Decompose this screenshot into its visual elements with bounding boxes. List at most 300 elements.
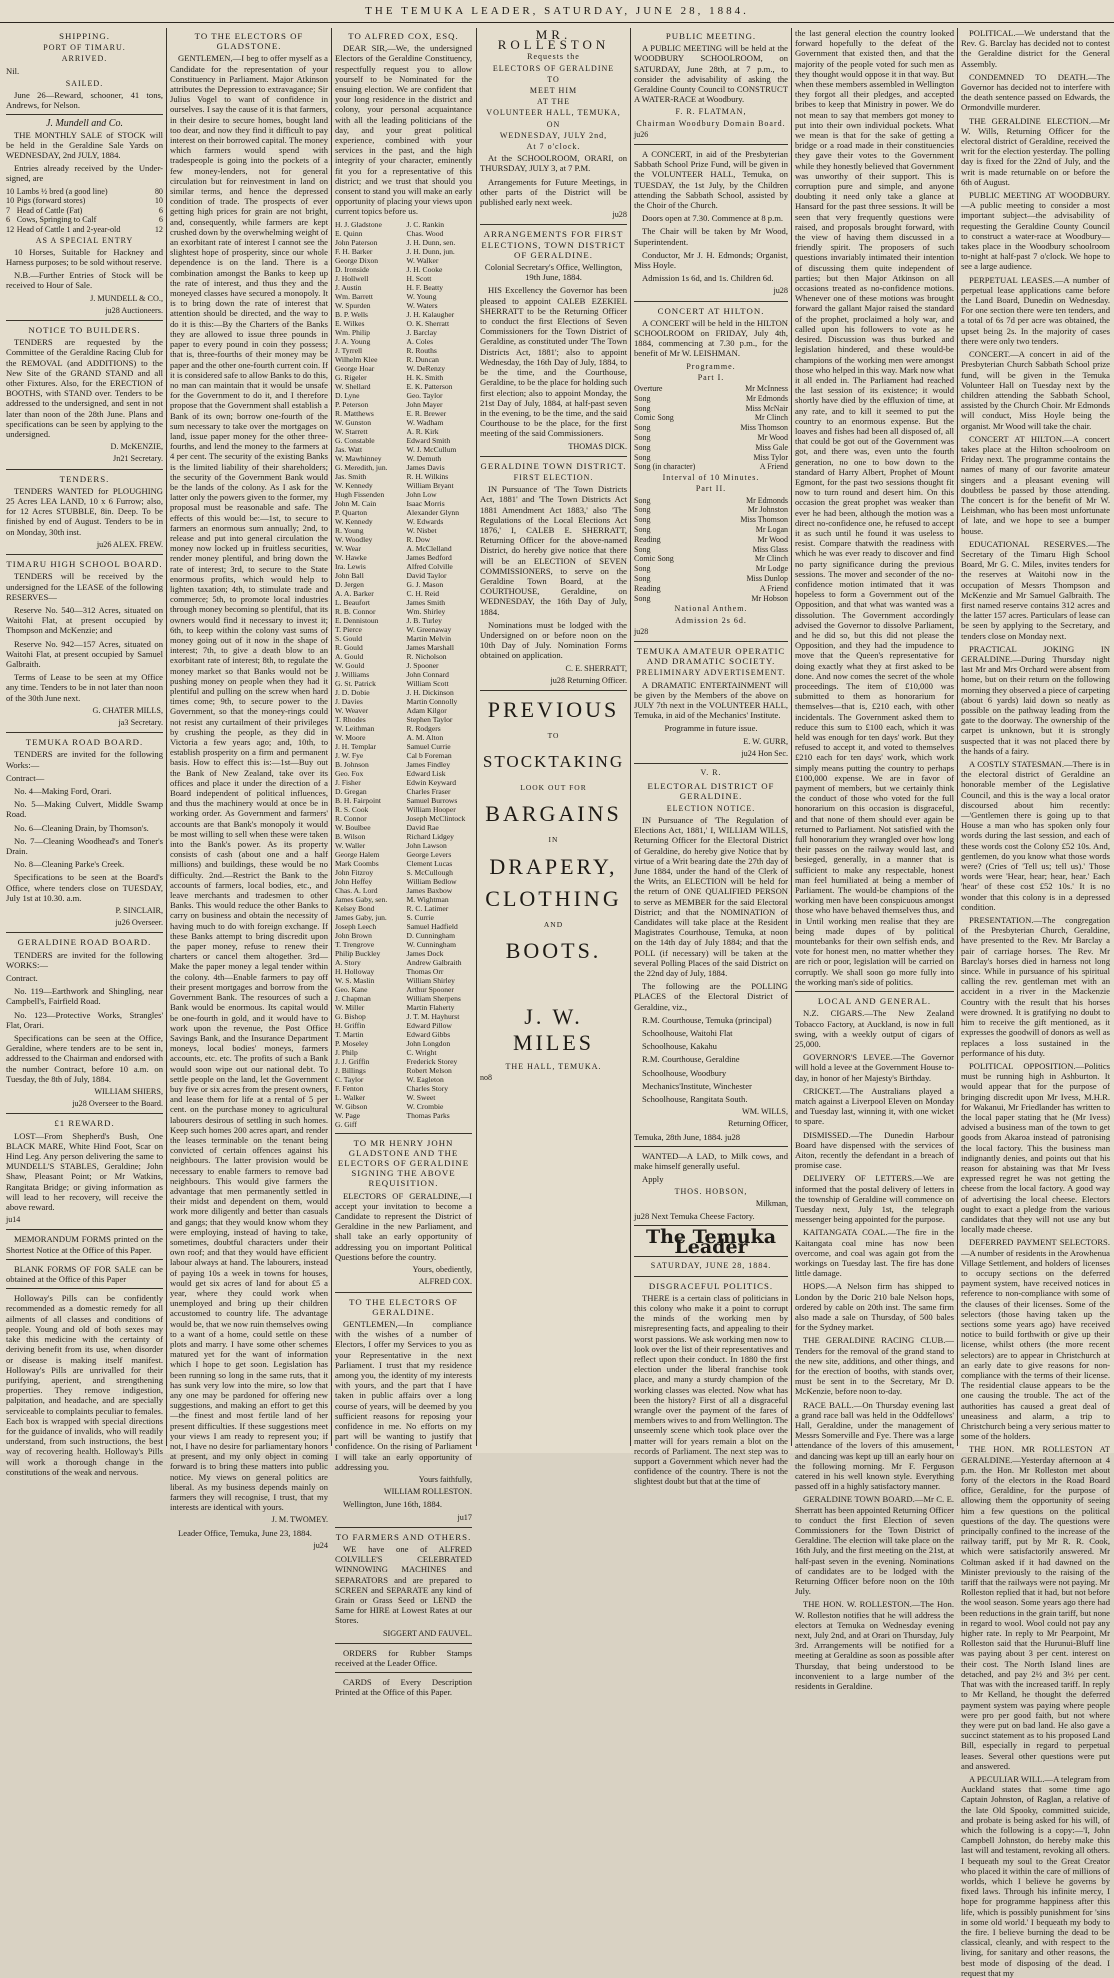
signatory-name: H. F. Beatty xyxy=(406,282,444,292)
table-cell: Head of Cattle (Fat) xyxy=(16,205,83,215)
news-paragraph: KAITANGATA COAL.—The fire in the Kaitangata coal mine has now been overcome, and coal was again got from the workings on Tuesday last. The fire has done little damage. xyxy=(795,1227,954,1279)
ad-word: PREVIOUS xyxy=(487,696,620,722)
gladstone-heading: TO THE ELECTORS OF GLADSTONE. xyxy=(194,31,304,52)
signatory-name: G. St. Patrick xyxy=(335,678,376,688)
stock-sale-text: THE MONTHLY SALE of STOCK will be held in the Geraldine Sale Yards on WEDNESDAY, 2nd JULY, 1884. xyxy=(6,129,163,161)
signatory-name: Mark Coombs xyxy=(335,858,379,868)
signatory-name: W. J. McCullum xyxy=(406,444,457,454)
signatory-name: S. McCullough xyxy=(406,867,453,877)
signatory-name: J. C. Rankin xyxy=(406,219,445,229)
signatory-name: James Davis xyxy=(406,462,445,472)
tenders-text: TENDERS WANTED for PLOUGHING 25 Acres LEA LAND, 10 x 6 Furrow; also, for 12 Acres STUBBLE, 8in. Deep. To be finished by end of August. Tenders to be in on Monday, 30th inst. xyxy=(6,485,163,537)
table-cell: Lambs ½ bred (a good line) xyxy=(16,186,108,196)
programme-item: Song xyxy=(634,423,651,433)
gross-items xyxy=(6,986,163,1030)
signatory-name: Martin Connolly xyxy=(406,696,458,706)
divider xyxy=(6,932,163,933)
programme-row xyxy=(634,554,788,564)
signatory-name: B. H. Fairpoint xyxy=(335,795,381,805)
signatory-name: D. Lyne xyxy=(335,390,360,400)
arrangements-text: HIS Excellency the Governor has been pleased to appoint CALEB EZEKIEL SHERRATT to be the Returning Officer to conduct the first Elections of Seven Commissioners for the Town District of Geraldine, as constituted under 'The Town Districts Act, 1881'; also to appoint Wednesday, the 16th Day of July, 1884, to be the time, and the Courthouse, Geraldine, to be the place for holding such first election; also to appoint Monday, the 21st Day of July, 1884, at half-past seven in the evening, to be the time, and the said Courthouse to be the place, for the first meeting of the said Commissioners. xyxy=(480,285,627,439)
programme-row xyxy=(634,423,788,433)
town-heading: GERALDINE TOWN DISTRICT. xyxy=(480,460,627,471)
column-5 xyxy=(634,28,788,1487)
divider xyxy=(335,1527,472,1528)
programme-row xyxy=(634,525,788,535)
signatory-name: Robert Melson xyxy=(406,1065,452,1075)
signatory-name: J. H. Templar xyxy=(335,741,377,751)
code-mark: no8 xyxy=(480,1073,492,1082)
news-paragraph: A PECULIAR WILL.—A telegram from Auckland states that some time ago Captain Johnston, of Raglan, a relative of the late Old Spooky, committed suicide, and probate is being asked for his will, of which the following is a copy:—'I, John Campbell Johnston, do hereby make this last will and testament, revoking all others. I bequeath my soul to the Great Creator who placed it within the care of millions of worlds, which I believe he governs by fixed laws. Through his infinite mercy, I hope for programme happiness after this life, which is possibly punishment for 'sins in some old world.' I bequeath my body to the fire. I believe burning the dead to be classical, cleanly, and with respect to the living, for sanitary and other reasons, the best mode of disposing of the dead. I request that my xyxy=(961,1773,1110,1978)
school-text: TENDERS will be received by the undersigned for the LEASE of the following RESERVES— xyxy=(6,571,163,602)
meeting-line: Requests the xyxy=(527,52,580,62)
table-row xyxy=(6,196,163,206)
signatory-name: Martin Flaherty xyxy=(406,1002,455,1012)
polling-place: Mechanics'Institute, Winchester xyxy=(642,1080,752,1091)
column-6 xyxy=(795,28,954,1692)
signatory-name: J. Austin xyxy=(335,282,362,292)
signatory-name: Wilhelm Klee xyxy=(335,354,378,364)
signatory-name: G. Giff xyxy=(335,1119,357,1129)
table-cell: 6 xyxy=(158,205,163,215)
issue-date: SATURDAY, JUNE 28, 1884. xyxy=(650,1261,772,1271)
signatory-name: W. Gould xyxy=(335,660,365,670)
signatory-name: D. Ironside xyxy=(335,264,370,274)
stock-table xyxy=(6,187,163,235)
signatory-name: George Dixon xyxy=(335,255,379,265)
programme-row xyxy=(634,496,788,506)
programme-title: Programme. xyxy=(686,361,736,371)
signatory-name: William Sherpens xyxy=(406,993,461,1003)
signatory-name: J. A. Young xyxy=(335,336,371,346)
signatory-name: J. Billings xyxy=(335,1065,366,1075)
signatory-name: R. Nicholson xyxy=(406,651,447,661)
signatory-name: J. J. Griffin xyxy=(335,1056,370,1066)
blank-forms-text: BLANK FORMS OF FOR SALE can be obtained at the Office of this Paper xyxy=(6,1263,163,1285)
divider xyxy=(634,641,788,642)
polling-place: Schoolhouse, Waitohi Flat xyxy=(642,1027,733,1038)
signatory-name: Richard Lidgey xyxy=(406,831,454,841)
concert-chair: The Chair will be taken by Mr Wood, Superintendent. xyxy=(634,226,788,247)
news-paragraph: CRICKET.—The Australians played a match against a Liverpool Eleven on Monday and Tuesday last, winning it, with one wicket to spare. xyxy=(795,1085,954,1127)
signatory-name: W. Gunston xyxy=(335,417,372,427)
ad-word-small: TO xyxy=(547,730,560,740)
news-paragraph: THE GERALDINE RACING CLUB.—Tenders for the removal of the grand stand to the new site, additions, and other things, and for the erection of booths, with stands over, must be sent in to the Secretary, Mr D. McKenzie, before noon to-day. xyxy=(795,1335,954,1397)
local-news xyxy=(961,28,1110,1978)
road-items xyxy=(6,786,163,869)
signatory-name: Martin Melvin xyxy=(406,633,452,643)
memo-text: MEMORANDUM FORMS printed on the Shortest Notice at the Office of this Paper. xyxy=(6,1234,163,1255)
editorial-text: THERE is a certain class of politicians in this colony who make it a point to corrupt the minds of the working men by misrepresenting facts, and appealing to their worst passions. We ask working men now to look over the list of their representatives and reflect upon their conduct. In 1880 the first election under the liberal franchise took place, and many a sturdy champion of the working classes was elected. Now what has been the history? First of all a disgraceful wrangle over the payment of the fares of members wives to and from Wellington. The unseemly scene which took place over the matter will for years remain a blot on the records of Parliament. The next step was to support a Government which never had the confidence of the country. There is not the slightest doubt but that at the time of xyxy=(634,1292,788,1487)
signatory-name: W. Sweet xyxy=(406,1092,436,1102)
list-item: No. 7—Cleaning Woodhead's and Toner's Drain. xyxy=(6,835,163,856)
ad-address: THE HALL, TEMUKA. xyxy=(505,1061,602,1071)
signature: THOMAS DICK. xyxy=(568,441,627,451)
gross-heading: GERALDINE ROAD BOARD. xyxy=(17,937,152,948)
signatory-name: W. Wadham xyxy=(406,417,444,427)
list-item: No. 4—Making Ford, Orari. xyxy=(14,785,112,796)
table-cell: Pigs (forward stores) xyxy=(16,196,86,206)
news-paragraph: THE HON. MR ROLLESTON AT GERALDINE.—Yesterday afternoon at 4 p.m. the Hon. Mr Rolleston met about forty of the electors in the Road Board office, Geraldine, for the purpose of allowing them the opportunity of seeing him a few questions on the political questions of the day. The questions were principally confined to the increase of the railway tariff, put by Mr R. R. Cook, which were satisfactorily answered. Mr Coltman asked if it had dawned on the Minister previously to the raising of the tariff that the railways were not paying. Mr Rolleston replied that it had, but not before the wool season. Some years ago there had been reductions in the grain tariff, but none in regard to wool. Wool could not pay any higher rate. In reply to Mr Pearpoint, Mr Rolleston said that the Hurunui-Bluff line was paying about 3 per cent. interest on their cost. The North Island lines are detached, and pay 2½ and 3½ per cent. That was with the increased tariff. In reply to Mr Kelland, he thought the deferred payment system was paying where people were pro per good faith, but not where they were put on bad land. He also gave a succinct statement as to his proposed Land Bill, especially in regard to perpetual leases. Several other questions were put and answered. xyxy=(961,1444,1110,1771)
code-mark: ju28 xyxy=(612,210,627,220)
signature: F. R. FLATMAN, xyxy=(675,107,747,117)
arrangements-heading: ARRANGEMENTS FOR FIRST ELECTIONS, TOWN DISTRICT OF GERALDINE. xyxy=(481,229,626,260)
signatory-name: G. J. Mason xyxy=(406,579,444,589)
signatory-name: J. Fisher xyxy=(335,777,361,787)
signatory-name: W. Crombie xyxy=(406,1101,444,1111)
signatory-name: D. Jergen xyxy=(335,579,364,589)
signatory-name: P. Peterson xyxy=(335,399,369,409)
signatory-name: J. H. Dunn, jun. xyxy=(406,246,455,256)
signatory-name: J. Barclay xyxy=(406,327,437,337)
meeting-line: At 7 o'clock. xyxy=(526,142,581,152)
signatory-name: James Baxbow xyxy=(406,885,453,895)
signatory-name: J. H. Kalaugher xyxy=(406,309,455,319)
divider xyxy=(6,114,163,115)
programme-row xyxy=(634,394,788,404)
gladstone-letter: GENTLEMEN,—I beg to offer myself as a Candidate for the representation of your Constituency in Parliament. Major Atkinson attributes the Depression to extravagance; Sir Julius Vogel to want of confidence in ourselves. I say the cause of it is that farmers, in their desire to secure homes, bought land too dear, and now they find it difficult to pay interest on their borrowed capital. The money which farmers would spend with tradespeople is going into the pockets of a few money-lenders, not for general circulation but for reinvestment in land on similar terms, and hence the depressed condition of trade. The prospects of ever getting high prices for grain are not bright, and, consequently, while farmers are kept crushed down by the overwhelming weight of an exorbitant rate of interest I cannot see the slightest hope of prosperity, since our whole dependence is on the land. There is a combination amongst the Banks to keep up the rate of interest, and thus they and the moneyed classes have secured a monopoly. It is to bring down the rate of interest that attention should be directed, and the way to do it is this:—By the Charters of the Banks they are allowed to issue three pounds in paper to every pound in coin they possess; that is, three-fourths of their money may be paper and the other one-fourth current coin. If it is considered safe to allow Banks to do this, no man can maintain that it would be unsafe for the Government to do it, and I therefore propose that the Government shall establish a Bank of its own; borrow one-fourth of the sum necessary to take over the mortgages on land, issue paper money for the other three-fourths, and lend the money to the farmers at 4 per cent. The security of the existing Banks is the limited liability of their shareholders; the security of the Government Bank would be the lands of the colony. As I ask for the latter only the powers given to the former, my proposal must be reasonable and safe. The effects of this would be:—1st, to secure to farmers an enormous sum annually; 2nd, to release and put into general circulation the money now locked up in fruitless securities, render money plentiful, and bring down the rate of interest; 3rd, to secure to the State enormous profits, which would help to lighten taxation; 4th, to stimulate trade and commerce; 5th, to promote local industries through money becoming so plentiful, that its owners would find it necessary to invest it; 6th, to keep within the colony vast sums of money going out of it now in the shape of interest; 7th, to give a death blow to an exorbitant rate of interest; 8th, to regulate the money market so that Banks would not be pushing money on people when they had it plentiful and pulling on the screw when hard times come; 9th, to secure power to the Government, so that the money-rings could not resist any curtailment of their privileges by crushing the people, as they did in Victoria a few years ago; and, 10th, to establish prosperity on a firm and permanent basis. How to effect this is:—1st—Buy out the Bank of New Zealand, take over its offices and place it under the direction of a Board independent of political influences, and thus the machinery would at once be in working order. As Government and farmers' accounts are that Bank's monopoly it would be most willing to sell when these were taken into the Bank's power. As its property consists of cash (about one and a half millions) and buildings, these would be no difficulty. 2nd.—Restrict the Bank to the accounts of farmers, local bodies, etc., and leave merchants and tradesmen to other Banks. This would reduce the other Banks to carry on business and obtain the necessity of having much to do with foreign exchange. If these Banks attempt to bring discredit upon the paper money, refuse to renew their charters or cancel them altogether. 3rd—Make the paper money a legal tender within the colony. 4th—Enable farmers to pay off their present mortgages and borrow from the Government Bank. The resources of such a Bank would be enormous. Its capital would be one-fourth in gold, and it would have to work upon the revenue, the Post Office Savings Bank, and the Insurance Department moneys, local bodies' moneys, farmers accounts, etc. etc. The profits of such a Bank would soon wipe out our national debt. To settle people on the land, let the Government buy five or six acres from the present owners, and lease them for life at a rental of 5 per cent. on the purchase money to agricultural labourers desirous of settling in such homes. Keep such homes 200 acres apart, and render the leases terminable on the tenant being convicted of certain offences against his neighbours. The latter provision would be necessary to enable farmers to remove bad neighbours. This would give farmers the advantage that men permanently settled in their midst and dependent on them, would work more diligently and better than casuals and gangs; that they would know whom they were employing, instead of having to take, sometimes, doubtful characters under their own roof; and that they would have efficient labour always at hand. The labourers, instead of paying 10s a week in towns for houses, would get six acres of land for about £5 a year, where they could work when unemployed and bring up their children accustomed to country life. The advantage would be, that we now ruin themselves owing to a want of a home, could settle on these plots and marry. I have some other schemes matured yet for the want of information which I hope to get soon. Legislation has been running so long in the same ruts, that it has sunk very low into the mire, so low that any one may be pardoned for offering new suggestions, and making an effort to get this—the finest and most fertile land of her present difficulties. If these suggestions meet your views I am ready to represent you; if not, I have no desire for parliamentary honors at present, and my only object in coming forward is to bring these matters into public notice. My views on general politics are liberal. As my business depends mainly on farmers they will recognise, I trust, that my interests are identical with yours. xyxy=(170,53,329,1513)
road-contract: Contract— xyxy=(6,772,45,783)
signature: ALFRED COX. xyxy=(418,1277,472,1287)
signatory-name: J. H. Dickinson xyxy=(406,687,454,697)
programme-item: Song xyxy=(634,574,651,584)
signatory-name: H. J. Gladstone xyxy=(335,219,382,229)
divider xyxy=(634,1276,788,1277)
town-text: IN Pursuance of 'The Town Districts Act, 1881' and 'The Town Districts Act 1881 Amendment Act 1883,' also 'The Regulations of the Local Elections Act 1876,' I, CALEB E. SHERRATT, Returning Officer for the above-named District, do hereby give notice that there will be an ELECTION of SEVEN COMMISSIONERS, to serve on the Geraldine Town Board, at the COURTHOUSE, Geraldine, on WEDNESDAY, the 16th Day of July, 1884. xyxy=(480,484,627,617)
builders-text: TENDERS are requested by the Committee of the Geraldine Racing Club for the REMOVAL (and ADDITIONS) to the New Site of the GRAND STAND and all other Fixtures. Also, for the ERECTION of BOOTHS, with STAND over. Tenders to be addressed to the undersigned, and sent in not later than noon of the 28th June. Plans and specifications can be seen by applying to the undersigned. xyxy=(6,337,163,440)
signature: J. MUNDELL & CO., xyxy=(90,293,163,303)
signatory-name: W. Waters xyxy=(406,300,438,310)
signatory-name: W. Mawhinney xyxy=(335,453,382,463)
signatory-name: R. Matthews xyxy=(335,408,374,418)
signatory-name: R. S. Cook xyxy=(335,804,369,814)
signatory-name: James Smith xyxy=(406,597,446,607)
signatory-name: Edward Lisk xyxy=(406,768,446,778)
polling-place: R.M. Courthouse, Temuka (principal) xyxy=(642,1014,772,1025)
divider xyxy=(634,144,788,145)
divider xyxy=(634,1146,788,1147)
signatory-name: H. Scott xyxy=(406,273,432,283)
horses-text: 10 Horses, Suitable for Hackney and Harness purposes; to be sold without reserve. xyxy=(6,246,163,268)
signatory-name: Samuel Currie xyxy=(406,741,451,751)
ad-word-small: LOOK OUT FOR xyxy=(520,783,587,793)
programme-performer: Mr McInness xyxy=(745,384,788,394)
signatory-name: R. Gould xyxy=(335,642,363,652)
holloway-text: Holloway's Pills can be confidently recommended as a domestic remedy for all ailments of all classes and conditions of people. Young and old of both sexes may take this medicine with the certainty of deriving benefit from its use, when disorder or disease is making itself manifest. Holloway's Pills are unrivalled for their purifying, aperient, and strengthening properties. They remove indigestion, palpitation, and headache, and are specially serviceable to complaints peculiar to females. Each box is wrapped with special directions for the guidance of invalids, who will readily understand, from such instructions, the best way of recovering health. Holloway's Pills will work a thorough change in the constitutions of the weak and nervous. xyxy=(6,1293,164,1477)
code-mark: ju26 xyxy=(634,129,649,139)
reward-heading: £1 REWARD. xyxy=(54,1118,115,1129)
table-row xyxy=(6,206,163,216)
signatory-name: W. Demuth xyxy=(406,453,442,463)
signatory-name: Arthur Spooner xyxy=(406,984,454,994)
arrangements-sub: Colonial Secretary's Office, Wellington, 19th June, 1884. xyxy=(484,262,623,283)
signatory-name: Philip Buckley xyxy=(335,948,381,958)
signatory-name: H. Griffin xyxy=(335,1020,366,1030)
programme-item: Song xyxy=(634,442,651,452)
signatory-name: W. Woodley xyxy=(335,534,373,544)
signatory-name: Charles Story xyxy=(406,1083,449,1093)
entries-text: Entries already received by the Under-signed, are xyxy=(6,163,163,184)
programme-row xyxy=(634,594,788,604)
signatory-name: Cal b Foreman xyxy=(406,750,452,760)
signature-role: Returning Officer, xyxy=(728,1119,788,1129)
signature: SIGGERT AND FAUVEL. xyxy=(382,1628,472,1638)
signatory-name: E. Wilkes xyxy=(335,318,365,328)
signatory-name: John Ball xyxy=(335,570,364,580)
geraldine-date: Wellington, June 16th, 1884. xyxy=(343,1499,443,1510)
programme-performer: Mr Edmonds xyxy=(746,393,788,403)
programme-performer: Mr Wood xyxy=(757,534,788,544)
table-row xyxy=(6,215,163,225)
hilton-text: A CONCERT will be held in the HILTON SCHOOLROOM on FRIDAY, July 4th, 1884, commencing at 7.30 p.m., for the benefit of Mr W. LEISHMAN. xyxy=(634,317,788,359)
signatory-name: William Bryant xyxy=(406,480,454,490)
signatory-name: T. Martin xyxy=(335,1029,364,1039)
divider xyxy=(335,1672,472,1673)
signatory-name: David Taylor xyxy=(406,570,447,580)
signatory-name: Frederick Storey xyxy=(406,1056,458,1066)
signatory-name: A. A. Barker xyxy=(335,588,374,598)
signatory-name: James Gaby, sen. xyxy=(335,894,388,904)
programme-performer: A Friend xyxy=(759,583,788,593)
signatory-name: J. T. M. Hayhurst xyxy=(406,1011,460,1021)
arrived-label: ARRIVED. xyxy=(61,54,108,64)
signatory-name: L. Walker xyxy=(335,1092,366,1102)
signatory-name: P. Moseley xyxy=(335,1038,369,1048)
signature: WILLIAM ROLLESTON. xyxy=(383,1487,472,1497)
signatory-name: W. Hawke xyxy=(335,552,367,562)
signatory-name: W. Boulbee xyxy=(335,822,371,832)
amateur-text: A DRAMATIC ENTERTAINMENT will be given by the Members of the above on JULY 7th next in the VOLUNTEER HALL, Temuka, in aid of the Mechanics' Institute. xyxy=(634,679,788,721)
signatory-name: W. Edwards xyxy=(406,516,444,526)
news-paragraph: HOPS.—A Nelson firm has shipped to London by the Doric 210 bale Nelson hops, ordered by cable on 20th inst. The same firm also made a sale on Thursday, of 500 bales for the Sydney market. xyxy=(795,1281,954,1333)
programme-table xyxy=(634,384,788,472)
programme-performer: Mr Logan xyxy=(755,525,788,535)
public-meeting-text: A PUBLIC MEETING will be held at the WOODBURY SCHOOLROOM, on SATURDAY, June 28th, at 7 p.m., to consider the advisability of asking the Geraldine County Council to CONSTRUCT A WATER-RACE at Woodbury. xyxy=(634,43,788,105)
table-cell: 6 xyxy=(158,215,163,225)
programme-row xyxy=(634,564,788,574)
signatory-name: E. Dennistoun xyxy=(335,615,379,625)
programme-row xyxy=(634,584,788,594)
signature: P. SINCLAIR, xyxy=(115,905,163,915)
signatory-name: G. Rigeler xyxy=(335,372,367,382)
divider xyxy=(335,1133,472,1134)
signatory-name: W. S. Maslin xyxy=(335,975,375,985)
signatory-name: D. Cunningham xyxy=(406,930,456,940)
news-paragraph: A COSTLY STATESMAN.—There is in the electoral district of Geraldine an honorable member of the Legislative Council, and this is the way a local orator discoursed about him recently:—'Gentlemen there is going up to that House a man who has spoken only four words during the last session, and each of these words cost the Colony £52 10s. And, gentlemen, do you know what those words were? (Cries of 'Tell us; tell us).' Those words were 'Hear, hear; hear, hear.' Each 'hear' of these cost £52 10s.' It is no wonder that this colony is in a depressed condition. xyxy=(961,759,1110,912)
news-paragraph: PRESENTATION.—The congregation of the Presbyterian Church, Geraldine, have presented to the Rev. Mr Barclay a pair of carriage horses. The Rev. Mr Barclay's horses died in harness not long since. While in pursuance of his spiritual calling the rev. gentleman met with an accident in a river in the Mackenzie Country with the result that his horses were drowned. It is gratifying no doubt to him to receive the gift mentioned, as it expresses the goodwill of donors as well as replaces a loss sustained in the performance of his duty. xyxy=(961,915,1110,1058)
programme-part: Part I. xyxy=(697,372,725,382)
town-sub: FIRST ELECTION. xyxy=(513,472,594,482)
table-cell: 12 xyxy=(154,225,163,235)
amateur-sub: PRELIMINARY ADVERTISEMENT. xyxy=(636,668,786,678)
signatory-name: John Low xyxy=(406,489,437,499)
signatory-name: Wm. Barrett xyxy=(335,291,373,301)
port-heading: PORT OF TIMARU. xyxy=(43,43,126,53)
signatory-name: William Shirley xyxy=(406,975,455,985)
signatory-name: R. B. Connor xyxy=(335,606,376,616)
signature-role: Milkman, xyxy=(755,1198,788,1208)
concert-admission: Admission 1s 6d, and 1s. Children 6d. xyxy=(642,273,774,284)
signatory-name: W. Walker xyxy=(406,255,439,265)
meeting-line: TO xyxy=(547,74,560,84)
programme-performer: Mr Clinch xyxy=(754,554,788,564)
signatory-name: Samuel Hadfield xyxy=(406,921,458,931)
rubber-stamps-text: ORDERS for Rubber Stamps received at the Leader Office. xyxy=(335,1647,472,1668)
gross-contract: Contract. xyxy=(6,973,38,983)
signatory-name: O. K. Sherratt xyxy=(406,318,450,328)
table-row xyxy=(6,187,163,197)
divider xyxy=(6,1288,163,1289)
news-paragraph: CONCERT.—A concert in aid of the Presbyterian Church Sabbath School prize fund, will be given in the Temuka Volunteer Hall on Tuesday next by the children attending the Sabbath School, assisted by the Church Choir. Mr Edmonds will conduct, Miss Hoyle being the organist. Mr Wood will take the chair. xyxy=(961,349,1110,431)
signatory-name: W. Spurden xyxy=(335,300,371,310)
programme-part: Part II. xyxy=(695,484,727,494)
programme-table xyxy=(634,496,788,604)
signatory-name: Adam Kilgor xyxy=(406,705,447,715)
programme-row xyxy=(634,515,788,525)
signatory-name: L. Beaufort xyxy=(335,597,371,607)
reply-close: Yours, obediently, xyxy=(412,1265,472,1275)
signatory-name: Chas. A. Lord xyxy=(335,885,378,895)
divider xyxy=(634,301,788,302)
divider xyxy=(6,1113,163,1114)
news-paragraph: THE HON. W. ROLLESTON.—The Hon. W. Rolleston notifies that he will address the electors at Temuka on Wednesday evening next, July 2nd, and at Orari on Thursday, July 3rd. Arrangements will be notified for a meeting at Geraldine as soon as possible after Thursday, that being understood to be inconvenient to a large number of the residents in Geraldine. xyxy=(795,1599,954,1692)
column-rule xyxy=(630,28,631,1446)
further-text: N.B.—Further Entries of Stock will be received to Hour of Sale. xyxy=(6,270,163,291)
column-rule xyxy=(957,28,958,1446)
signatory-name: H. Holloway xyxy=(335,966,375,976)
royal-cipher: V. R. xyxy=(700,768,722,778)
signature: E. W. GURR, xyxy=(743,736,788,746)
signatory-name: W. Wear xyxy=(335,543,361,553)
signatory-name: F. H. Barker xyxy=(335,246,373,256)
signatory-name: T. Rhodes xyxy=(335,714,366,724)
signatory-name: William Hooper xyxy=(406,804,456,814)
list-item: No. 8—Cleaning Parke's Creek. xyxy=(14,859,125,870)
signatory-name: James Marshall xyxy=(406,642,454,652)
school-reserve: Reserve No. 540—312 Acres, situated on Waitohi Flat, at present occupied by Thompson and McKenzie; and xyxy=(6,604,163,636)
lad-text: WANTED—A LAD, to Milk cows, and make himself generally useful. xyxy=(634,1150,788,1171)
special-entry: AS A SPECIAL ENTRY xyxy=(35,235,134,245)
geraldine-heading: TO THE ELECTORS OF GERALDINE. xyxy=(349,1296,458,1317)
programme-row xyxy=(634,574,788,584)
cards-text: CARDS of Every Description Printed at the Office of this Paper. xyxy=(335,1677,472,1698)
signatory-name: J. Hollwell xyxy=(335,273,369,283)
programme-performer: Miss Tylor xyxy=(753,452,788,462)
column-1 xyxy=(6,28,164,1477)
signature-role: ju26 Overseer. xyxy=(115,918,163,928)
list-item: No. 123—Protective Works, Strangles' Flat, Orari. xyxy=(6,1009,163,1030)
programme-item: Song xyxy=(634,393,651,403)
editorial-heading: DISGRACEFUL POLITICS. xyxy=(648,1280,774,1291)
divider xyxy=(6,1259,163,1260)
shipping-heading: SHIPPING. xyxy=(59,31,110,41)
signatory-name: B. Wilson xyxy=(335,831,366,841)
reward-text: LOST—From Shepherd's Bush, One BLACK MARE, White Hind Foot, Scar on Hind Leg. Any person delivering the same to MUNDELL'S STABLES, Geraldine; John Shaw, Pleasant Point; or Mr Watkins, Rangitata Bridge; or giving information as will lead to her recovery, will receive the above reward. xyxy=(6,1130,163,1213)
signatory-name: Jas. Watt xyxy=(335,444,363,454)
signatory-name: D. Gregan xyxy=(335,786,367,796)
programme-item: Song xyxy=(634,452,651,462)
signatory-name: John Mayer xyxy=(406,399,443,409)
cox-heading: TO ALFRED COX, ESQ. xyxy=(348,31,459,41)
firm-name: J. Mundell and Co. xyxy=(46,118,123,130)
news-paragraph: THE GERALDINE ELECTION.—Mr W. Wills, Returning Officer for the electoral district of Geraldine, received the writ for the election yesterday. The polling day is fixed for the 22nd of July, and the writ is made returnable on or before the 6th of August. xyxy=(961,115,1110,187)
page-masthead: THE TEMUKA LEADER, SATURDAY, JUNE 28, 1884. xyxy=(0,0,1114,23)
geraldine-close: Yours faithfully, xyxy=(418,1474,472,1484)
farmers-heading: TO FARMERS AND OTHERS. xyxy=(335,1531,472,1542)
signatory-name: W. Miller xyxy=(335,1002,365,1012)
table-cell: 12 xyxy=(6,225,15,235)
polling-places xyxy=(634,1015,788,1104)
signatory-name: John Longdon xyxy=(406,1038,451,1048)
signatory-name: W. Page xyxy=(335,1110,361,1120)
programme-row xyxy=(634,453,788,463)
programme-performer: Miss Dunlop xyxy=(746,574,788,584)
programme-item: Song xyxy=(634,593,651,603)
signatory-name: W. Young xyxy=(406,291,437,301)
polling-place: R.M. Courthouse, Geraldine xyxy=(642,1054,740,1065)
signatory-name: Edward Pillow xyxy=(406,1020,452,1030)
column-rule xyxy=(791,28,792,1446)
meeting-line: ON xyxy=(546,119,561,129)
signatory-name: W. Moore xyxy=(335,732,366,742)
signatory-name: J. H. Cooke xyxy=(406,264,443,274)
signatory-name: C. Wright xyxy=(406,1047,437,1057)
programme-performer: Miss McNair xyxy=(745,403,788,413)
code-mark: ju28 xyxy=(634,626,649,636)
meeting-line: ELECTORS OF GERALDINE xyxy=(492,63,615,73)
signatory-name: C. H. Reid xyxy=(406,588,439,598)
signatory-name: J. W. Fye xyxy=(335,750,364,760)
reply-text: ELECTORS OF GERALDINE,—I accept your invitation to become a Candidate to represent the District of Geraldine in the new Parliament, and shall take an early opportunity of addressing you on important Political Questions before the country. xyxy=(335,1190,472,1262)
concert-conductor: Conductor, Mr J. H. Edmonds; Organist, Miss Hoyle. xyxy=(634,249,788,271)
lad-footer: ju28 Next Temuka Cheese Factory. xyxy=(634,1210,755,1221)
signatory-name: John Connard xyxy=(406,669,449,679)
signatory-name: Kelsey Bond xyxy=(335,903,375,913)
programme-item: Overture xyxy=(634,384,663,394)
signatory-name: G. Bishop xyxy=(335,1011,366,1021)
signature-role: Jn21 Secretary. xyxy=(113,454,163,464)
signatory-name: R. C. Latimer xyxy=(406,903,449,913)
signatory-name: J. Philp xyxy=(335,1047,358,1057)
news-paragraph: N.Z. CIGARS.—The New Zealand Tobacco Factory, at Auckland, is now in full swing, with a weekly output of cigars of 25,000. xyxy=(795,1008,954,1049)
programme-item: Song xyxy=(634,403,651,413)
signatory-name: Thomas Parks xyxy=(406,1110,450,1120)
signatory-name: Charles Fraser xyxy=(406,786,451,796)
signatory-name: John Fitzroy xyxy=(335,867,374,877)
code-mark: ju28 xyxy=(773,286,788,296)
amateur-programme: Programme in future issue. xyxy=(664,723,758,734)
table-row xyxy=(6,225,163,235)
column-rule xyxy=(331,28,332,1446)
signatory-name: Stephen Taylor xyxy=(406,714,453,724)
programme-performer: Miss Glass xyxy=(752,544,788,554)
signatory-name: Edwin Keyward xyxy=(406,777,457,787)
signatory-name: W. Gibson xyxy=(335,1101,368,1111)
table-cell: 10 xyxy=(6,196,15,206)
signatory-name: F. Fenton xyxy=(335,1083,364,1093)
signatory-name: Geo. Taylor xyxy=(406,390,443,400)
list-item: No. 119—Earthwork and Shingling, near Campbell's, Fairfield Road. xyxy=(6,986,163,1007)
programme-performer: Mr Edmonds xyxy=(746,495,788,505)
programme-row xyxy=(634,535,788,545)
signatory-name: David Rae xyxy=(406,822,439,832)
signatory-name: James Bedford xyxy=(406,552,452,562)
signature-role: Chairman Woodbury Domain Board. xyxy=(636,118,786,128)
news-paragraph: PERPETUAL LEASES.—A number of perpetual lease applications came before the Land Board, Dunedin on Wednesday. For one section there were ten tenders, and a total of 6s 7d per acre was obtained, the upset being 2s. In the majority of cases there were only two tenders. xyxy=(961,274,1110,346)
signatory-name: Joseph Leech xyxy=(335,921,377,931)
polling-place: Schoolhouse, Woodbury xyxy=(642,1067,727,1078)
ad-word: BARGAINS xyxy=(485,801,622,827)
